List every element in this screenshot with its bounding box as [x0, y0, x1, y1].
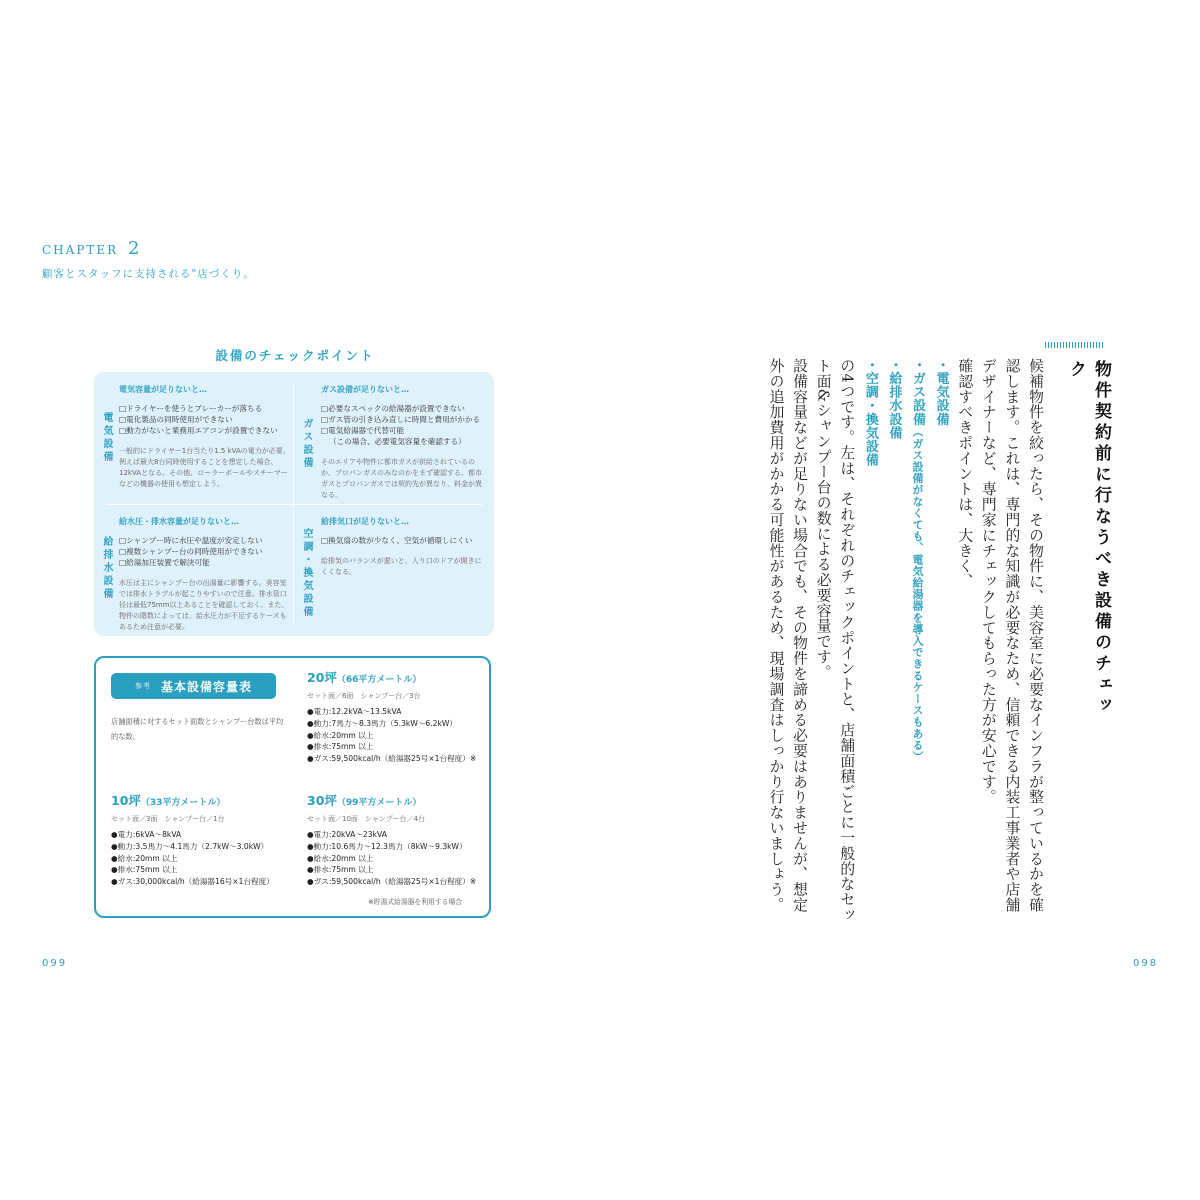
- spec-line: ●電力:20kVA〜23kVA: [307, 830, 387, 839]
- checkpoint-label-electric: 電気設備: [101, 412, 112, 464]
- spec-line: ●電力:6kVA〜8kVA: [111, 830, 182, 839]
- checkpoint-note: 一般的にドライヤー1台当たり1.5 kVAの電力が必要。例えば最大8台同時使用することを想定した場合、12kVAとなる。その他、ローラーボールやスチーマーなどの機器の使用も想定しよう。: [119, 447, 290, 488]
- capacity-table-title: 基本設備容量表: [160, 679, 252, 694]
- checkpoint-label-water: 給排水設備: [101, 536, 112, 601]
- check-item: □シャンプー時に水圧や温度が安定しない: [119, 536, 263, 545]
- spec-size: 20坪（66平方メートル）: [307, 670, 422, 685]
- checkpoint-divider-horizontal: [106, 504, 482, 505]
- check-item: □複数シャンプー台の同時使用ができない: [119, 547, 263, 556]
- check-item: □動力がないと業務用エアコンが設置できない: [119, 426, 278, 435]
- checkpoint-note: そのエリアや物件に都市ガスが供給されているのか、プロパンガスのみなのかをまず確認する。都市ガスとプロパンガスでは契約先が異なり、料金が異なる。: [321, 458, 482, 499]
- chapter-number: 2: [128, 238, 140, 259]
- body-paragraph: の4つです。左は、それぞれのチェックポイントと、店舗面積ごとに一般的なセット面&シャンプー台の数による必要容量です。: [814, 358, 856, 923]
- spec-line: ●動力:7馬力〜8.3馬力（5.3kW〜6.2kW）: [307, 718, 457, 728]
- spec-line: ●給水:20mm 以上: [307, 730, 374, 740]
- spec-line: ●電力:12.2kVA〜13.5kVA: [307, 707, 402, 716]
- spec-line: ●ガス:30,000kcal/h（給湯器16号×1台程度）: [111, 877, 274, 887]
- chapter-label: [42, 238, 139, 259]
- checkpoint-label-gas: ガス設備: [301, 418, 312, 470]
- checkpoint-title: 設備のチェックポイント: [215, 348, 375, 363]
- page-number-left: 099: [42, 958, 68, 969]
- spec-line: ●排水:75mm 以上: [111, 865, 178, 875]
- checkpoint-label-air: 空調・換気設備: [301, 528, 312, 619]
- check-item: □換気扇の数が少なく、空気が循環しにくい: [321, 536, 473, 545]
- list-item: ・空調・換気設備: [862, 358, 878, 467]
- list-item: ・電気設備: [933, 358, 949, 426]
- body-paragraph: 設備容量などが足りない場合でも、その物件を諦める必要はありませんが、想定外の追加費用がかかる可能性があるため、現場調査はしっかり行ないましょう。: [767, 358, 809, 913]
- chapter-word: CHAPTER: [42, 243, 119, 257]
- spec-line: ●給水:20mm 以上: [307, 853, 374, 863]
- capacity-table-footnote: ※貯湯式給湯器を利用する場合: [368, 898, 463, 906]
- chapter-subtitle: 顧客とスタッフに支持される"店づくり。: [42, 268, 255, 280]
- spec-units: セット面／10面 シャンプー台／4台: [307, 815, 426, 823]
- list-item: ・給排水設備: [886, 358, 902, 440]
- check-item: □電化製品の同時使用ができない: [119, 415, 233, 424]
- spec-line: ●ガス:59,500kcal/h（給湯器25号×1台程度）※: [307, 877, 477, 887]
- checkpoint-cell-water: [119, 516, 291, 633]
- checkpoint-note: 給排気のバランスが悪いと、入り口のドアが開きにくくなる。: [321, 557, 482, 576]
- page-number-right: 098: [1133, 958, 1159, 969]
- section-heading: 物件契約前に行なうべき設備のチェック: [1066, 360, 1111, 717]
- spec-20tsubo: [307, 668, 507, 765]
- spec-units: セット面／6面 シャンプー台／3台: [307, 692, 421, 700]
- spec-units: セット面／3面 シャンプー台／1台: [111, 815, 225, 823]
- checkpoint-heading: ガス設備が足りないと…: [321, 385, 409, 394]
- body-paragraph: 候補物件を絞ったら、その物件に、美容室に必要なインフラが整っているかを確認します。これは、専門的な知識が必要なため、信頼できる内装工事業者や店舗デザイナーなど、専門家にチェックしてもらった方が安心です。: [979, 358, 1044, 913]
- check-item: □必要なスペックの給湯器が設置できない: [321, 404, 465, 413]
- body-paragraph: 確認すべきポイントは、大きく、: [956, 358, 974, 589]
- reference-label: 参考: [134, 682, 151, 690]
- capacity-table-intro: 店舗面積に対するセット面数とシャンプー台数は平均的な数。: [111, 717, 284, 741]
- spec-10tsubo: [111, 791, 311, 888]
- spec-line: ●動力:3.5馬力〜4.1馬力（2.7kW〜3.0kW）: [111, 841, 269, 851]
- spec-line: ●ガス:59,500kcal/h（給湯器25号×1台程度）※: [307, 754, 477, 764]
- heading-rule: [1045, 342, 1103, 348]
- spec-size: 30坪（99平方メートル）: [307, 793, 422, 808]
- checkpoint-cell-electric: [119, 384, 291, 490]
- check-item: □ドライヤーを使うとブレーカーが落ちる: [119, 404, 263, 413]
- spec-line: ●給水:20mm 以上: [111, 853, 178, 863]
- spec-30tsubo: [307, 791, 507, 888]
- checkpoint-heading: 給水圧・排水容量が足りないと…: [119, 517, 239, 526]
- check-item: □ガス管の引き込み直しに時間と費用がかかる: [321, 415, 481, 424]
- check-item: □電気給湯器で代替可能: [321, 426, 405, 435]
- checkpoint-note: 水圧は主にシャンプー台の出湯量に影響する。美容室では排水トラブルが起こりやすいので注意。排水管口径は最低75mm以上あることを確認しておく。また、物件の階数によっては、給水圧力が不足するケースもあるため注意が必要。: [119, 579, 289, 631]
- spec-line: ●排水:75mm 以上: [307, 742, 374, 752]
- spec-line: ●排水:75mm 以上: [307, 865, 374, 875]
- checkpoint-heading: 給排気口が足りないと…: [321, 517, 409, 526]
- spec-size: 10坪（33平方メートル）: [111, 793, 226, 808]
- spec-line: ●動力:10.6馬力〜12.3馬力（8kW〜9.3kW）: [307, 841, 467, 851]
- checkpoint-heading: 電気容量が足りないと…: [119, 385, 207, 394]
- list-item: ・ガス設備（ガス設備がなくても、電気給湯器を導入できるケースもある）: [910, 358, 926, 763]
- capacity-table-badge: [111, 673, 276, 699]
- check-item: □給湯加圧装置で解決可能: [119, 558, 210, 567]
- checkpoint-cell-gas: [321, 384, 487, 501]
- checkpoint-cell-air: [321, 516, 487, 578]
- body-text: [764, 358, 1047, 923]
- check-item: （この場合、必要電気容量を確認する）: [329, 437, 466, 446]
